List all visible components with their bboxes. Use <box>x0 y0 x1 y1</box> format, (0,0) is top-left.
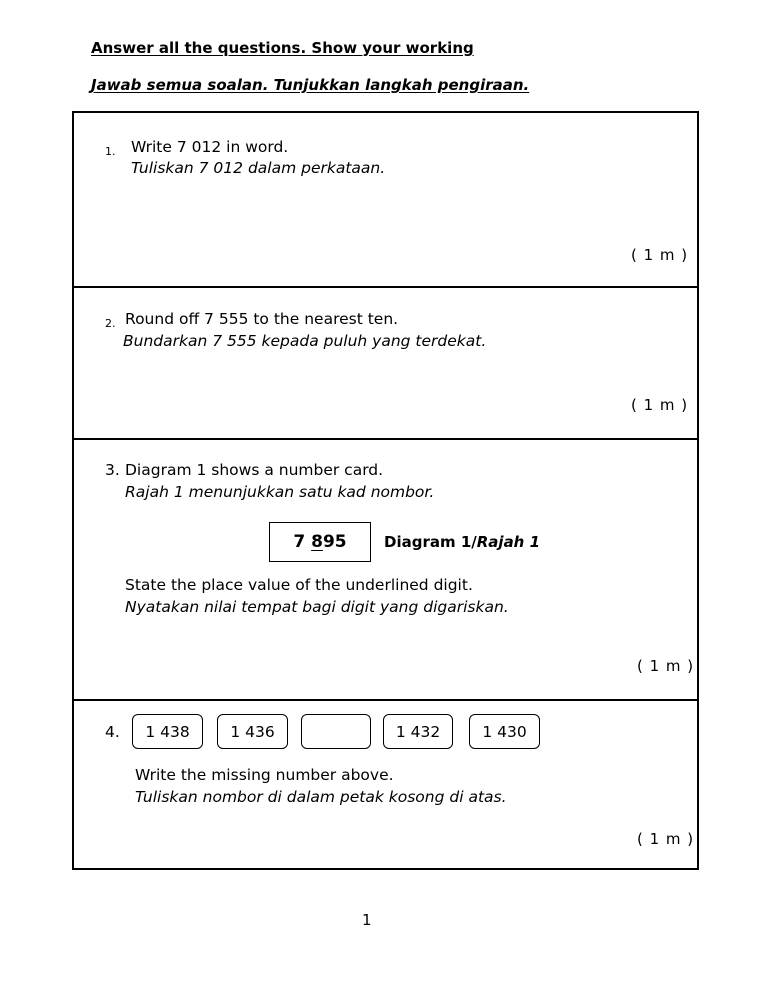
page-number: 1 <box>362 911 372 929</box>
card-digits-before: 7 <box>293 532 312 552</box>
question-text-malay: Tuliskan nombor di dalam petak kosong di atas. <box>135 788 507 806</box>
question-text-english: Round off 7 555 to the nearest ten. <box>125 310 399 328</box>
marks-label: ( 1 m ) <box>631 246 689 264</box>
card-underlined-digit: 8 <box>311 532 323 552</box>
question-number: 1. <box>105 145 116 158</box>
missing-number-box[interactable] <box>301 714 371 749</box>
question-1 <box>74 113 697 288</box>
marks-label: ( 1 m ) <box>631 396 689 414</box>
diagram-label-english: Diagram 1/ <box>384 533 477 551</box>
marks-label: ( 1 m ) <box>637 657 695 675</box>
question-2 <box>74 286 697 440</box>
question-4 <box>74 699 697 870</box>
instruction-malay: Nyatakan nilai tempat bagi digit yang digariskan. <box>125 598 509 616</box>
diagram-label-malay: Rajah 1 <box>476 533 541 551</box>
sequence-box: 1 438 <box>132 714 203 749</box>
diagram-label <box>384 533 540 551</box>
instruction-heading-malay: Jawab semua soalan. Tunjukkan langkah pengiraan. <box>91 76 530 94</box>
question-text-english: Diagram 1 shows a number card. <box>125 461 384 479</box>
number-card <box>269 522 371 562</box>
question-number: 4. <box>105 723 120 741</box>
question-text-english: Write the missing number above. <box>135 766 394 784</box>
question-number: 2. <box>105 317 116 330</box>
question-text-malay: Bundarkan 7 555 kepada puluh yang terdekat. <box>123 332 487 350</box>
sequence-box: 1 436 <box>217 714 288 749</box>
question-frame <box>72 111 699 870</box>
card-digits-after: 95 <box>322 532 347 552</box>
question-text-malay: Tuliskan 7 012 dalam perkataan. <box>131 159 386 177</box>
instruction-heading-english: Answer all the questions. Show your working <box>91 39 474 57</box>
marks-label: ( 1 m ) <box>637 830 695 848</box>
question-text-malay: Rajah 1 menunjukkan satu kad nombor. <box>125 483 435 501</box>
sequence-box: 1 430 <box>469 714 540 749</box>
question-number: 3. <box>105 461 120 479</box>
question-text-english: Write 7 012 in word. <box>131 138 289 156</box>
question-3 <box>74 438 697 701</box>
instruction-english: State the place value of the underlined digit. <box>125 576 473 594</box>
sequence-box: 1 432 <box>383 714 453 749</box>
